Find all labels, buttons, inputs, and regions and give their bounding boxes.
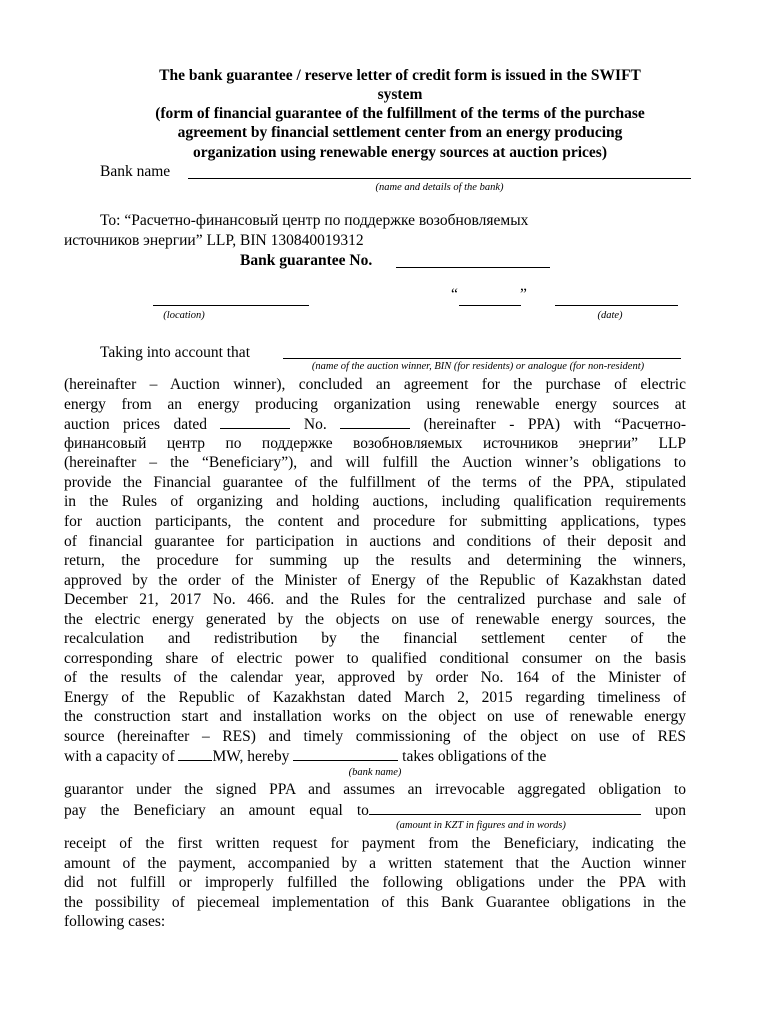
body-line-10: return, the procedure for summing up the results and determining the winners, [64,552,686,569]
takes-obligations-text: takes obligations of the [402,748,547,765]
body-line-9: of financial guarantee for participation in auctions and conditions of their deposit and [64,533,686,550]
body-line-7: in the Rules of organizing and holding auctions, including qualification requirements [64,493,686,510]
guarantee-number-field[interactable] [396,267,550,268]
body-line-2: energy from an energy producing organization using renewable energy sources at [64,396,686,413]
body-line-22 [64,800,686,821]
date-caption: (date) [597,310,623,321]
body-line-17: Energy of the Republic of Kazakhstan dated March 2, 2015 regarding timeliness of [64,689,686,706]
bank-name-caption: (name and details of the bank) [375,182,504,193]
title-line-5: organization using renewable energy sources at auction prices) [192,144,608,161]
ppa-number-field[interactable] [340,414,410,429]
body-line-3 [64,414,686,435]
ppa-with-text: (hereinafter - PPA) with “Расчетно- [423,416,686,433]
ppa-date-field[interactable] [220,414,290,429]
body-line-11: approved by the order of the Minister of Energy of the Republic of Kazakhstan dated [64,572,686,589]
title-line-3: (form of financial guarantee of the fulfillment of the terms of the purchase [155,105,645,122]
date-quote-close: ” [520,286,527,303]
body-line-23: receipt of the first written request for payment from the Beneficiary, indicating the [64,835,686,852]
auction-winner-caption: (name of the auction winner, BIN (for residents) or analogue (for non-resident) [311,361,645,372]
location-field[interactable] [153,305,309,306]
body-line-12: December 21, 2017 No. 466. and the Rules for the centralized purchase and sale of [64,591,686,608]
taking-into-account-label: Taking into account that [100,344,250,361]
bank-name-caption-2: (bank name) [348,767,402,778]
title-line-4: agreement by financial settlement center from an energy producing [177,124,623,141]
date-quote-open: “ [451,286,458,303]
guarantor-bank-field[interactable] [293,746,398,761]
body-line-16: of the results of the calendar year, approved by order No. 164 of the Minister of [64,669,686,686]
upon-label: upon [655,802,686,819]
body-line-15: corresponding share of electric power to qualified conditional consumer on the basis [64,650,686,667]
addressee-line-1: To: “Расчетно-финансовый центр по поддержке возобновляемых [100,212,529,229]
body-line-6: provide the Financial guarantee of the fulfillment of the terms of the PPA, stipulated [64,474,686,491]
body-line-4: финансовый центр по поддержке возобновляемых источников энергии” LLP [64,435,686,452]
pay-amount-label: pay the Beneficiary an amount equal to [64,802,369,819]
body-line-8: for auction participants, the content and procedure for submitting applications, types [64,513,686,530]
date-month-year-field[interactable] [555,305,678,306]
body-line-19: source (hereinafter – RES) and timely commissioning of the object on use of RES [64,728,686,745]
title-line-2: system [377,86,423,103]
body-line-14: recalculation and redistribution by the financial settlement center of the [64,630,686,647]
amount-caption: (amount in KZT in figures and in words) [396,820,566,831]
date-day-field[interactable] [459,305,521,306]
mw-hereby-label: MW, hereby [212,748,290,765]
body-line-1: (hereinafter – Auction winner), concluded an agreement for the purchase of electric [64,376,686,393]
addressee-line-2: источников энергии” LLP, BIN 130840019312 [64,232,364,249]
body-line-20 [64,746,686,767]
number-label: No. [303,416,327,433]
body-line-13: the electric energy generated by the objects on use of renewable energy sources, the [64,611,686,628]
body-line-24: amount of the payment, accompanied by a written statement that the Auction winner [64,855,686,872]
title-line-1: The bank guarantee / reserve letter of credit form is issued in the SWIFT [159,67,641,84]
body-line-5: (hereinafter – the “Beneficiary”), and will fulfill the Auction winner’s obligations to [64,454,686,471]
capacity-label: with a capacity of [64,748,175,765]
body-line-25: did not fulfill or improperly fulfilled the following obligations under the PPA with [64,874,686,891]
body-line-27: following cases: [64,913,166,930]
capacity-field[interactable] [178,746,212,761]
body-line-21: guarantor under the signed PPA and assumes an irrevocable aggregated obligation to [64,781,686,798]
amount-field[interactable] [369,800,641,815]
body-line-26: the possibility of piecemeal implementation of this Bank Guarantee obligations in the [64,894,686,911]
dated-label: auction prices dated [64,416,208,433]
bank-name-field[interactable] [188,178,691,179]
guarantee-number-label: Bank guarantee No. [240,252,373,269]
auction-winner-field[interactable] [283,358,681,359]
location-caption: (location) [163,310,205,321]
body-line-18: the construction start and installation works on the object on use of renewable energy [64,708,686,725]
bank-name-label: Bank name [100,163,171,180]
